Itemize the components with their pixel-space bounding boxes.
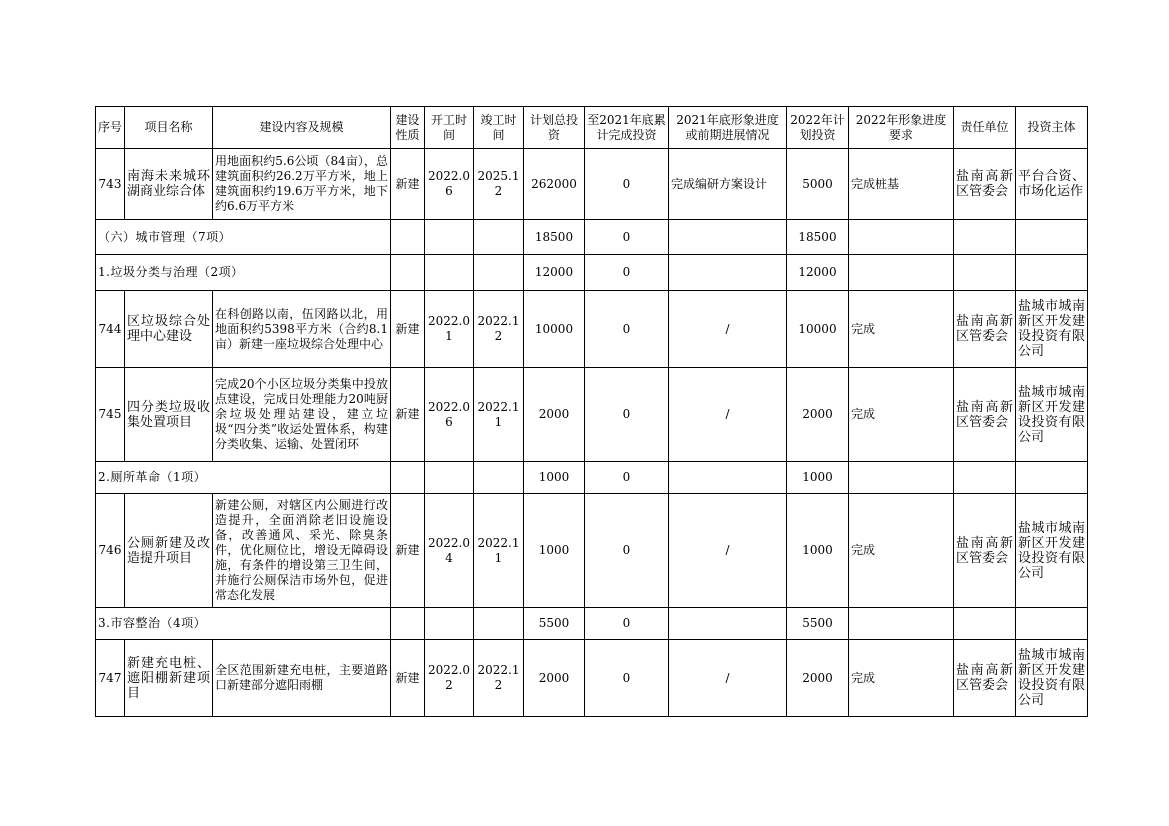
empty-cell [849, 255, 954, 291]
row-progress-2021: / [669, 368, 787, 462]
empty-cell [669, 608, 787, 640]
subsection-done-2021: 0 [585, 255, 669, 291]
row-content: 新建公厕，对辖区内公厕进行改造提升，全面消除老旧设施设备，改善通风、采光、除臭条件，优化厕位比，增设无障碍设施，有条件的增设第三卫生间，并施行公厕保洁市场外包，促进常态化发展 [213, 494, 391, 608]
row-investor: 盐城市城南新区开发建设投资有限公司 [1016, 368, 1088, 462]
row-plan-2022: 2000 [787, 368, 849, 462]
empty-cell [1016, 220, 1088, 255]
header-nature: 建设性质 [391, 107, 425, 149]
table-header-row [96, 107, 1088, 149]
empty-cell [849, 608, 954, 640]
empty-cell [954, 462, 1016, 494]
row-content: 全区范围新建充电桩，主要道路口新建部分遮阳雨棚 [213, 640, 391, 717]
row-plan-2022: 2000 [787, 640, 849, 717]
table-row [96, 368, 1088, 462]
header-content: 建设内容及规模 [213, 107, 391, 149]
table-row [96, 149, 1088, 220]
section-plan-2022: 18500 [787, 220, 849, 255]
empty-cell [954, 608, 1016, 640]
row-start: 2022.01 [425, 291, 474, 368]
row-done-2021: 0 [585, 291, 669, 368]
row-unit: 盐南高新区管委会 [954, 149, 1016, 220]
row-start: 2022.06 [425, 149, 474, 220]
subsection-plan-2022: 12000 [787, 255, 849, 291]
row-project-name: 南海未来城环湖商业综合体 [125, 149, 213, 220]
row-end: 2022.12 [474, 640, 524, 717]
empty-cell [669, 462, 787, 494]
header-investor: 投资主体 [1016, 107, 1088, 149]
row-content: 在科创路以南，伍冈路以北，用地面积约5398平方米（合约8.1亩）新建一座垃圾综合处理中心 [213, 291, 391, 368]
empty-cell [391, 462, 425, 494]
header-start-time: 开工时间 [425, 107, 474, 149]
row-total: 1000 [524, 494, 585, 608]
row-unit: 盐南高新区管委会 [954, 640, 1016, 717]
empty-cell [1016, 608, 1088, 640]
header-project-name: 项目名称 [125, 107, 213, 149]
empty-cell [425, 608, 474, 640]
empty-cell [474, 462, 524, 494]
row-requirement-2022: 完成 [849, 291, 954, 368]
row-done-2021: 0 [585, 149, 669, 220]
header-plan-2022: 2022年计划投资 [787, 107, 849, 149]
subsection-row [96, 462, 1088, 494]
row-progress-2021: / [669, 291, 787, 368]
row-requirement-2022: 完成 [849, 640, 954, 717]
subsection-total: 1000 [524, 462, 585, 494]
empty-cell [954, 220, 1016, 255]
header-progress-2021: 2021年底形象进度或前期进展情况 [669, 107, 787, 149]
subsection-plan-2022: 5500 [787, 608, 849, 640]
row-unit: 盐南高新区管委会 [954, 368, 1016, 462]
row-done-2021: 0 [585, 368, 669, 462]
empty-cell [425, 255, 474, 291]
row-content: 完成20个小区垃圾分类集中投放点建设，完成日处理能力20吨厨余垃圾处理站建设，建立垃圾“四分类”收运处置体系，构建分类收集、运输、处置闭环 [213, 368, 391, 462]
header-requirement-2022: 2022年形象进度要求 [849, 107, 954, 149]
section-row [96, 220, 1088, 255]
row-start: 2022.06 [425, 368, 474, 462]
empty-cell [474, 220, 524, 255]
row-requirement-2022: 完成 [849, 494, 954, 608]
header-index: 序号 [96, 107, 125, 149]
row-progress-2021: / [669, 494, 787, 608]
row-start: 2022.02 [425, 640, 474, 717]
subsection-title: 2.厕所革命（1项） [96, 462, 391, 494]
empty-cell [425, 220, 474, 255]
row-nature: 新建 [391, 149, 425, 220]
row-unit: 盐南高新区管委会 [954, 494, 1016, 608]
empty-cell [954, 255, 1016, 291]
row-progress-2021: / [669, 640, 787, 717]
row-unit: 盐南高新区管委会 [954, 291, 1016, 368]
row-nature: 新建 [391, 640, 425, 717]
row-investor: 盐城市城南新区开发建设投资有限公司 [1016, 640, 1088, 717]
row-index: 745 [96, 368, 125, 462]
section-total: 18500 [524, 220, 585, 255]
row-requirement-2022: 完成 [849, 368, 954, 462]
subsection-total: 5500 [524, 608, 585, 640]
subsection-row [96, 255, 1088, 291]
row-index: 746 [96, 494, 125, 608]
row-nature: 新建 [391, 291, 425, 368]
subsection-done-2021: 0 [585, 462, 669, 494]
row-index: 743 [96, 149, 125, 220]
row-done-2021: 0 [585, 494, 669, 608]
subsection-row [96, 608, 1088, 640]
row-start: 2022.04 [425, 494, 474, 608]
empty-cell [391, 255, 425, 291]
row-end: 2025.12 [474, 149, 524, 220]
row-total: 262000 [524, 149, 585, 220]
row-total: 10000 [524, 291, 585, 368]
row-project-name: 公厕新建及改造提升项目 [125, 494, 213, 608]
empty-cell [849, 462, 954, 494]
row-investor: 盐城市城南新区开发建设投资有限公司 [1016, 291, 1088, 368]
section-done-2021: 0 [585, 220, 669, 255]
empty-cell [669, 255, 787, 291]
subsection-plan-2022: 1000 [787, 462, 849, 494]
empty-cell [391, 220, 425, 255]
subsection-done-2021: 0 [585, 608, 669, 640]
empty-cell [474, 608, 524, 640]
empty-cell [669, 220, 787, 255]
row-total: 2000 [524, 640, 585, 717]
empty-cell [849, 220, 954, 255]
table-row [96, 640, 1088, 717]
row-end: 2022.11 [474, 368, 524, 462]
row-nature: 新建 [391, 368, 425, 462]
subsection-title: 1.垃圾分类与治理（2项） [96, 255, 391, 291]
empty-cell [391, 608, 425, 640]
project-table [95, 106, 1088, 717]
row-plan-2022: 10000 [787, 291, 849, 368]
row-total: 2000 [524, 368, 585, 462]
row-investor: 平台合资、市场化运作 [1016, 149, 1088, 220]
row-index: 747 [96, 640, 125, 717]
empty-cell [425, 462, 474, 494]
subsection-total: 12000 [524, 255, 585, 291]
header-end-time: 竣工时间 [474, 107, 524, 149]
row-end: 2022.11 [474, 494, 524, 608]
empty-cell [1016, 462, 1088, 494]
header-total-investment: 计划总投资 [524, 107, 585, 149]
row-index: 744 [96, 291, 125, 368]
row-investor: 盐城市城南新区开发建设投资有限公司 [1016, 494, 1088, 608]
header-done-2021: 至2021年底累计完成投资 [585, 107, 669, 149]
empty-cell [1016, 255, 1088, 291]
empty-cell [474, 255, 524, 291]
row-project-name: 四分类垃圾收集处置项目 [125, 368, 213, 462]
row-project-name: 新建充电桩、遮阳棚新建项目 [125, 640, 213, 717]
row-content: 用地面积约5.6公顷（84亩），总建筑面积约26.2万平方米，地上建筑面积约19.6万平方米，地下约6.6万平方米 [213, 149, 391, 220]
row-progress-2021: 完成编研方案设计 [669, 149, 787, 220]
row-requirement-2022: 完成桩基 [849, 149, 954, 220]
table-row [96, 494, 1088, 608]
table-row [96, 291, 1088, 368]
header-responsible-unit: 责任单位 [954, 107, 1016, 149]
section-title: （六）城市管理（7项） [96, 220, 391, 255]
row-plan-2022: 5000 [787, 149, 849, 220]
row-nature: 新建 [391, 494, 425, 608]
row-project-name: 区垃圾综合处理中心建设 [125, 291, 213, 368]
subsection-title: 3.市容整治（4项） [96, 608, 391, 640]
row-plan-2022: 1000 [787, 494, 849, 608]
row-end: 2022.12 [474, 291, 524, 368]
row-done-2021: 0 [585, 640, 669, 717]
